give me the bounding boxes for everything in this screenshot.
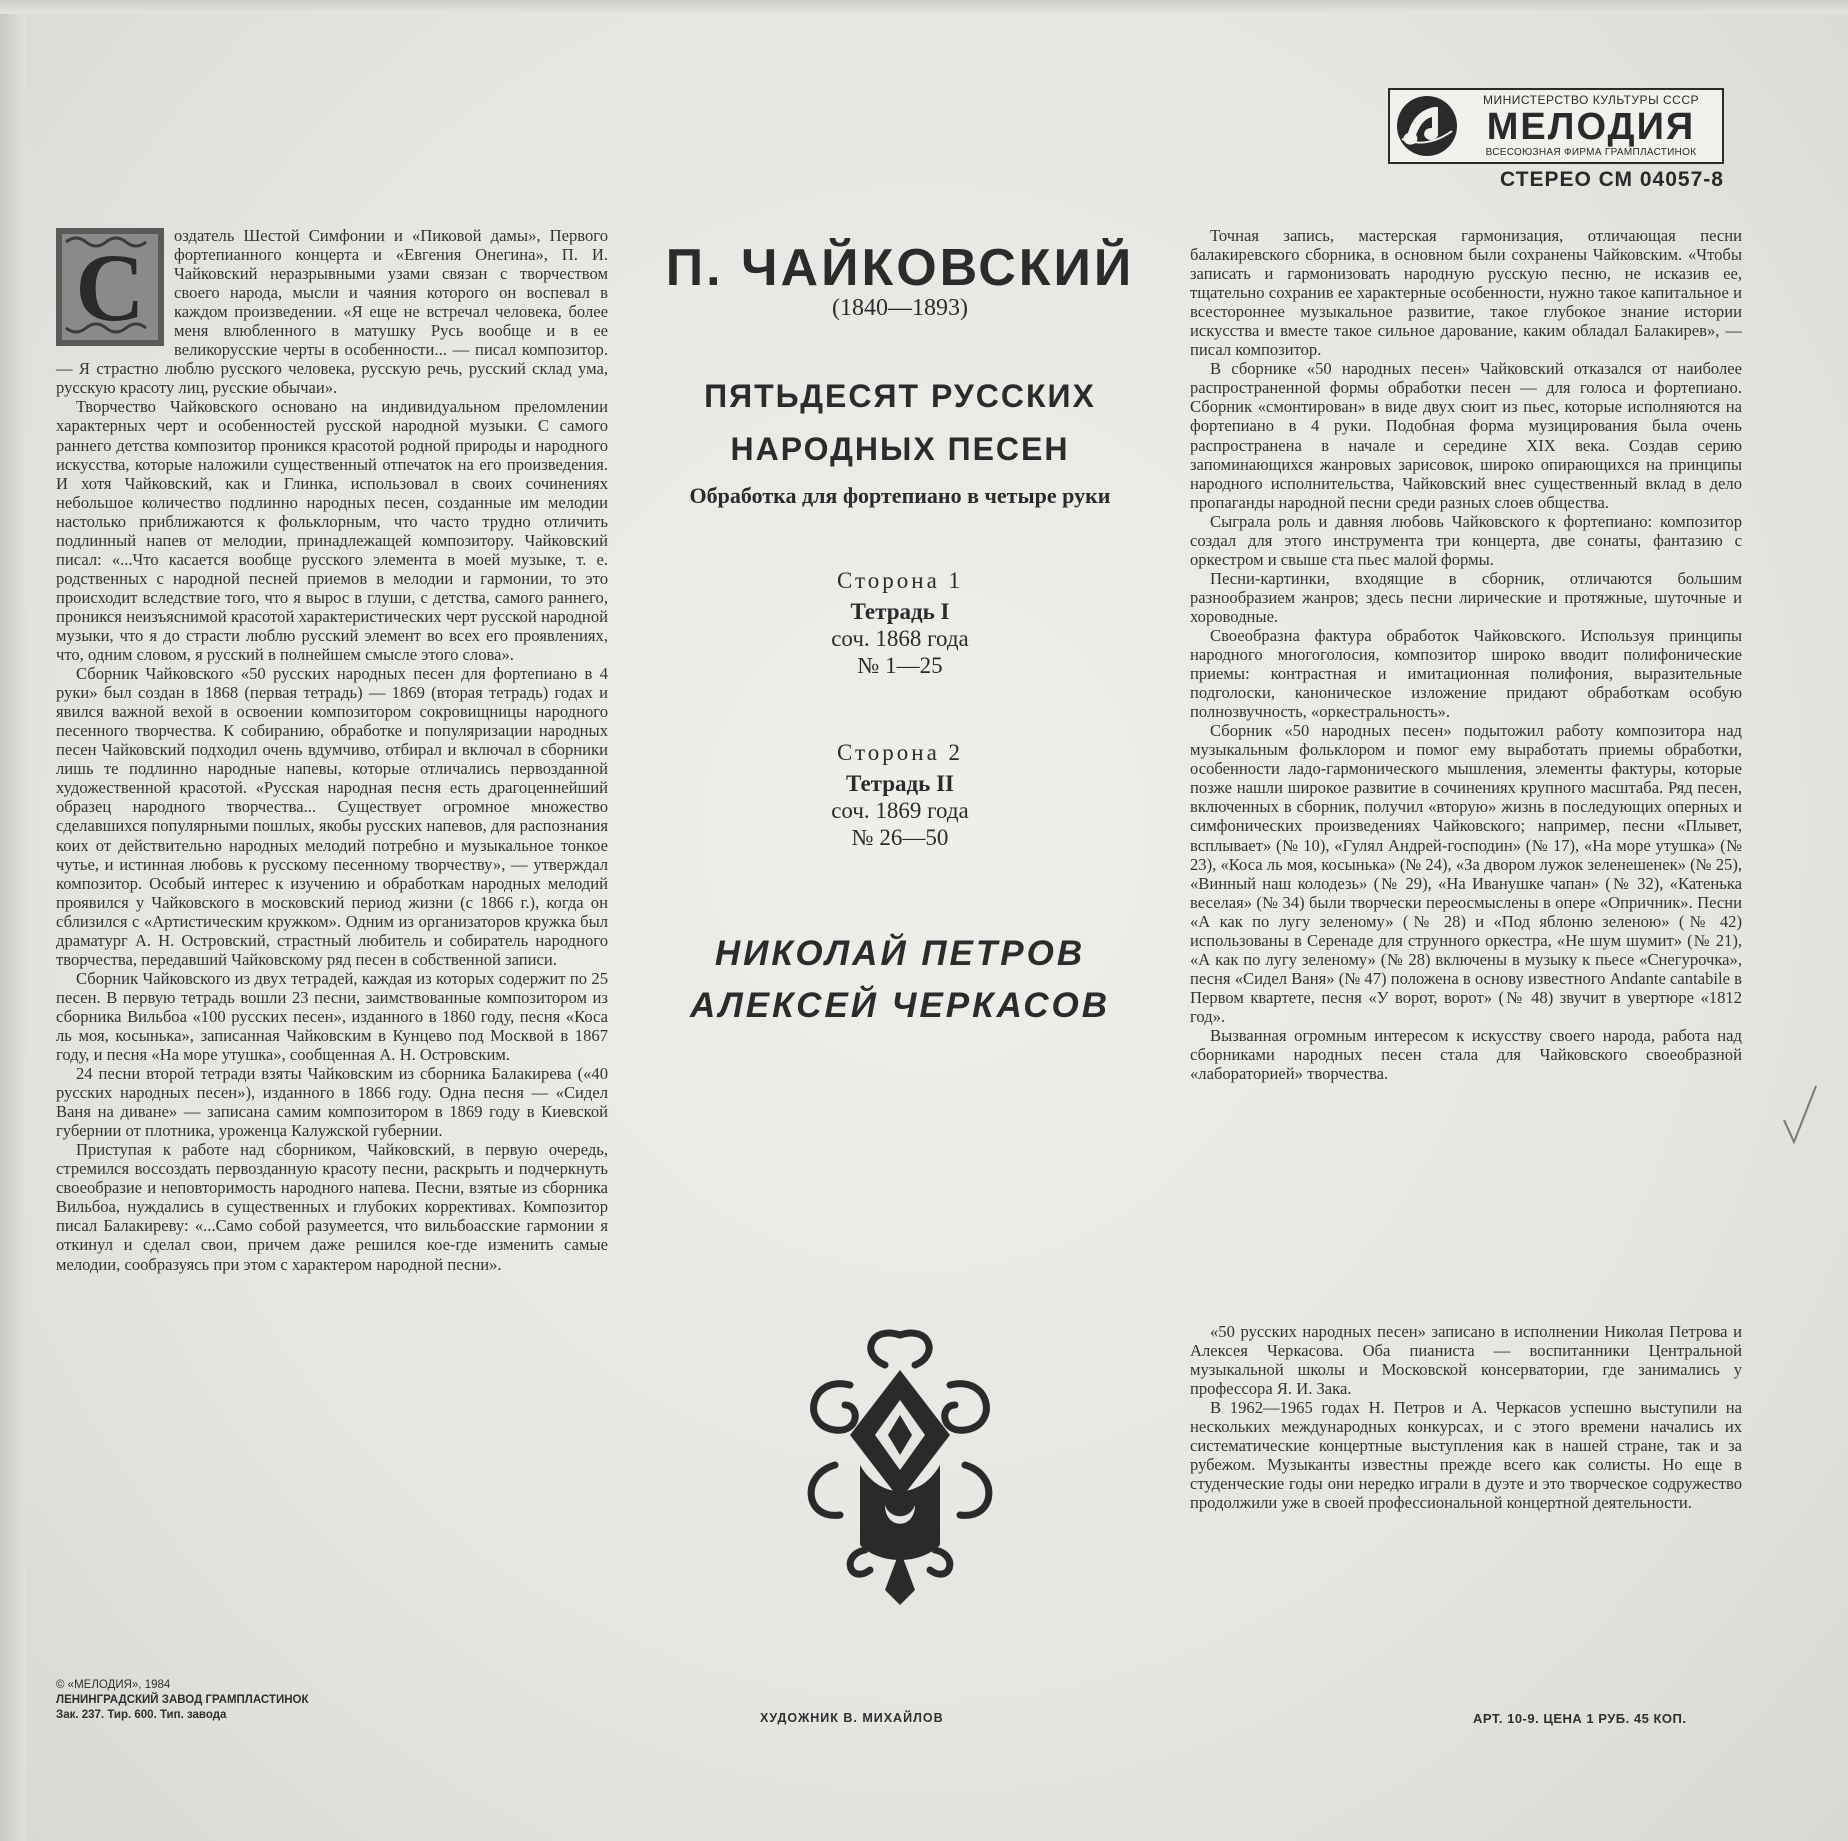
catalog-number: СТЕРЕО СМ 04057-8: [1500, 168, 1724, 191]
side-2-label: Сторона 2: [836, 740, 964, 765]
side-1-block: [600, 568, 1200, 679]
side-2-numbers: № 26—50: [851, 825, 949, 850]
work-title-line-2: НАРОДНЫХ ПЕСЕН: [730, 431, 1070, 467]
left-paragraph-3: Сборник Чайковского «50 русских народных песен для фортепиано в 4 руки» был создан в 1868 (первая тетрадь) — 1869 (вторая тетрадь) годах и явился важной вехой в освоении композитором сокровищницы народного песенного творчества. К собиранию, обработке и популяризации народных песен Чайковский подходил очень вдумчиво, отбирал и включал в сборники лишь те подлинно народные напевы, которые отличались первозданной художественной красотой. «Русская народная песня есть драгоценнейший образец народного творчества... Существует огромное множество сделавшихся популярными пошлых, якобы русских напевов, для распознания коих от действительно народных мелодий потребно и музыкальное тонкое чутье, и истинная любовь к русскому песенному творчеству», — утверждал композитор. Особый интерес к изучению и обработкам народных мелодий проявился у Чайковского в московский период жизни (с 1866 г.), когда он сблизился с «Артистическим кружком». Одним из организаторов кружка был драматург А. Н. Островский, страстный любитель и собиратель народного творчества, передавший Чайковскому ряд песен в собственной записи.: [56, 664, 608, 969]
right-paragraph-4: Песни-картинки, входящие в сборник, отличаются большим разнообразием жанров; здесь песни лирические и протяжные, шуточные и хороводные.: [1190, 568, 1742, 626]
left-paragraph-1: оздатель Шестой Симфонии и «Пиковой дамы», Первого фортепианного концерта и «Евгения Онегина», П. И. Чайковский неразрывными узами связан с творчеством своего народа, мысли и чаяния которого он воспевал в каждом произведении. «Я еще не встречал человека, более меня влюбленного в матушку Русь вообще и в ее великорусские черты в особенности... — писал композитор. — Я страстно люблю русского человека, русскую речь, русский склад ума, русскую красоту лиц, русские обычаи».: [56, 226, 608, 398]
bio-paragraph-2: В 1962—1965 годах Н. Петров и А. Черкасов успешно выступили на нескольких международных конкурсах, и с этого времени начались их систематические концертные выступления как в нашей стране, так и за рубежом. Музыканты известны прежде всего как солисты. Но еще в студенческие годы они нередко играли в дуэте и это творческое содружество продолжили уже в своей профессиональной концертной деятельности.: [1190, 1398, 1742, 1513]
melodiya-logo: [1388, 88, 1724, 164]
left-paragraph-5: 24 песни второй тетради взяты Чайковским из сборника Балакирева («40 русских народных песен»), изданного в 1866 году. Одна песня — «Сидел Ваня на диване» — записана самим композитором в 1869 году в Киевской губернии от плотника, уроженца Калужской губернии.: [56, 1064, 608, 1141]
left-paragraph-2: Творчество Чайковского основано на индивидуальном преломлении характерных черт и особенностей русской народной музыки. С самого раннего детства композитор проникся красотой родной природы и народного искусства, которые наложили существенный отпечаток на его произведения. И хотя Чайковский, как и Глинка, использовал в своих сочинениях небольшое количество подлинно народных песен, созданные им мелодии настолько приближаются к фольклорным, что часто трудно отличить подлинный напев от мелодии, принадлежащей композитору. Чайковский писал: «...Что касается вообще русского элемента в моей музыке, т. е. родственных с народной песней приемов в мелодии и гармонии, то это происходит вследствие того, что я вырос в глуши, с детства, самого раннего, проникся неизъяснимой красотой характеристических черт русской народной музыки, что я до страсти люблю русский элемент во всех его проявлениях, что, одним словом, я русский в полнейшем смысле этого слова».: [56, 397, 608, 665]
right-paragraph-3: Сыграла роль и давняя любовь Чайковского к фортепиано: композитор создал для этого инструмента три концерта, две сонаты, фантазию с оркестром и свыше ста пьес малой формы.: [1190, 511, 1742, 569]
ornamental-dropcap-icon: [56, 228, 164, 346]
performer-1: НИКОЛАЙ ПЕТРОВ: [714, 934, 1086, 973]
work-subtitle: Обработка для фортепиано в четыре руки: [689, 483, 1111, 508]
side-2-opus: соч. 1869 года: [831, 798, 969, 823]
work-title-line-1: ПЯТЬДЕСЯТ РУССКИХ: [704, 378, 1096, 414]
right-paragraph-5: Своеобразна фактура обработок Чайковского. Используя принципы народного многоголосия, композитор широко вводит полифонические приемы: контрастная и имитационная полифония, выразительные подголоски, каноническое изложение придают обработкам особую полнозвучность, «оркестральность».: [1190, 625, 1742, 722]
pencil-tick-mark-icon: [1780, 1080, 1820, 1150]
performer-2: АЛЕКСЕЙ ЧЕРКАСОВ: [690, 986, 1110, 1025]
sleeve-edge-left: [0, 0, 26, 1841]
logo-firm: ВСЕСОЮЗНАЯ ФИРМА ГРАМПЛАСТИНОК: [1485, 147, 1697, 158]
logo-brand: МЕЛОДИЯ: [1486, 106, 1696, 148]
side-1-notebook: Тетрадь I: [850, 599, 950, 624]
left-column: [56, 226, 608, 1274]
footer-artist: ХУДОЖНИК В. МИХАЙЛОВ: [760, 1711, 944, 1725]
right-paragraph-2: В сборнике «50 народных песен» Чайковский отказался от наиболее распространенной формы обработки песен — для голоса и фортепиано. Сборник «смонтирован» в виде двух сюит из пьес, которые исполняются на фортепиано в 4 руки. Подобная форма музицирования была очень распространена в начале и середине XIX века. Создав серию запоминающихся жанровых зарисовок, широко опирающихся на принципы народного исполнительства, Чайковский внес существенный вклад в дело пропаганды народной песни среди разных слоев общества.: [1190, 359, 1742, 512]
sleeve-edge-top: [0, 0, 1848, 14]
footer-publisher: [56, 1678, 308, 1723]
performers: [600, 928, 1200, 1032]
right-paragraph-1: Точная запись, мастерская гармонизация, отличающая песни балакиревского сборника, в основном были сохранены Чайковским. «Чтобы записать и гармонизовать народную русскую песню, не исказив ее, тщательно сохранив ее характерные особенности, нужно такое капитальное и всестороннее музыкальное развитие, такое глубокое знание истории искусства и вместе такое сильное дарование, каким обладал Балакирев», — писал композитор.: [1190, 226, 1742, 360]
footer-plant: ЛЕНИНГРАДСКИЙ ЗАВОД ГРАМПЛАСТИНОК: [56, 1694, 309, 1706]
right-paragraph-6: Сборник «50 народных песен» подытожил работу композитора над музыкальным фольклором и помог ему выработать приемы обработки, особенности ладо-гармонического мышления, элементы фактуры, которые позже нашли широкое развитие в сочинениях крупного масштаба. Ряд песен, включенных в сборник, получил «вторую» жизнь в последующих оперных и симфонических произведениях Чайковского; например, песни «Плывет, всплывает» (№ 10), «Гулял Андрей-господин» (№ 17), «На море утушка» (№ 23), «Коса ль моя, косынька» (№ 24), «За двором лужок зеленешенек» (№ 25), «Винный наш колодезь» (№ 29), «На Иванушке чапан» (№ 32), «Катенька веселая» (№ 34) были творчески переосмыслены в опере «Опричник». Песни «А как по лугу зеленому» (№ 28) и «Под яблоню зеленою» (№ 42) использованы в Серенаде для струнного оркестра, «Не шум шумит» (№ 21), «А как по лугу зеленому» (№ 28) включены в музыку к пьесе «Снегурочка», песня «Сидел Ваня» (№ 47) положена в основу известного Andante cantabile в Первом квартете, песня «У ворот, ворот» (№ 48) звучит в увертюре «1812 год».: [1190, 721, 1742, 1026]
side-1-label: Сторона 1: [836, 568, 964, 593]
performers-bio: [1190, 1322, 1742, 1512]
side-1-opus: соч. 1868 года: [831, 626, 969, 651]
right-column: [1190, 226, 1742, 1083]
right-paragraph-7: Вызванная огромным интересом к искусству своего народа, работа над сборниками народных песен стала для Чайковского своеобразной «лабораторией» творчества.: [1190, 1025, 1742, 1084]
logo-ministry: МИНИСТЕРСТВО КУЛЬТУРЫ СССР: [1482, 93, 1700, 107]
folk-ornament-icon: [790, 1315, 1010, 1605]
side-2-notebook: Тетрадь II: [846, 771, 954, 796]
composer-name: П. ЧАЙКОВСКИЙ: [665, 239, 1135, 297]
composer-dates: (1840—1893): [832, 295, 968, 321]
left-paragraph-6: Приступая к работе над сборником, Чайковский, в первую очередь, стремился воссоздать первозданную красоту песни, раскрыть и подчеркнуть своеобразие и неповторимость народного напева. Песни, взятые из сборника Вильбоа, нуждались в существенных и глубоких коррективах. Композитор писал Балакиреву: «...Само собой разумеется, что вильбоасские гармонии я откинул и сделал свои, причем даже решился кое-где изменить самые мелодии, сообразуясь при этом с характером народной песни».: [56, 1140, 608, 1274]
work-title: [600, 370, 1200, 476]
footer-order: Зак. 237. Тир. 600. Тип. завода: [56, 1709, 227, 1721]
left-paragraph-4: Сборник Чайковского из двух тетрадей, каждая из которых содержит по 25 песен. В первую тетрадь вошли 23 песни, заимствованные композитором из сборника Вильбоа «100 русских песен», изданного в 1860 году, песня «Коса ль моя, косынька», записанная Чайковским в Кунцево под Москвой в 1867 году, и песня «На море утушка», сообщенная А. Н. Островским.: [56, 968, 608, 1065]
bio-paragraph-1: «50 русских народных песен» записано в исполнении Николая Петрова и Алексея Черкасова. Оба пианиста — воспитанники Центральной музыкальной школы и Московской консерватории, где занимались у профессора Я. И. Зака.: [1190, 1322, 1742, 1399]
footer-price: АРТ. 10-9. ЦЕНА 1 РУБ. 45 КОП.: [1473, 1711, 1687, 1726]
footer-copyright: © «МЕЛОДИЯ», 1984: [56, 1679, 171, 1691]
melodiya-note-logo-icon: [1394, 93, 1460, 159]
side-2-block: [600, 740, 1200, 851]
side-1-numbers: № 1—25: [857, 653, 943, 678]
dropcap-letter: С: [75, 234, 145, 341]
